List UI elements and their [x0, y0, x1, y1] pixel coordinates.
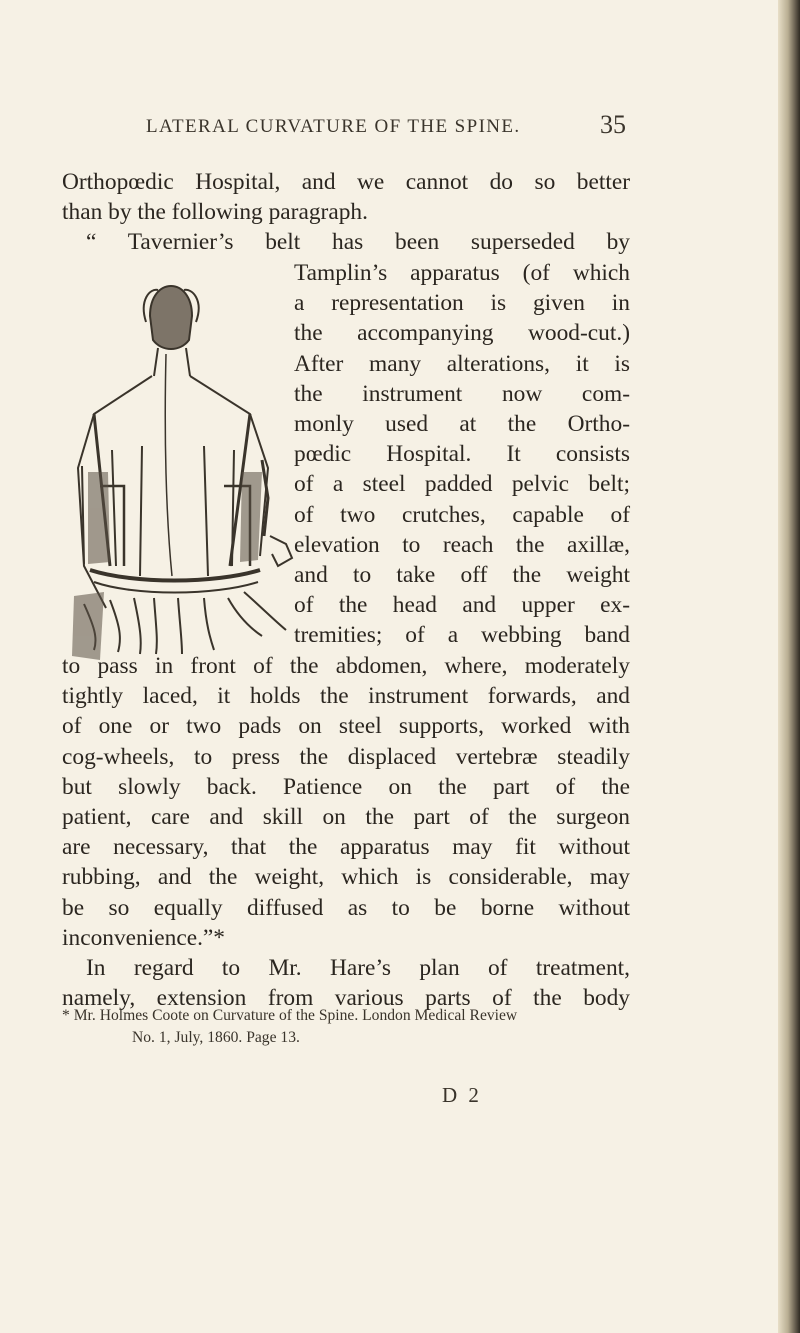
text-line: namely, extension from various parts of the body: [62, 985, 630, 1012]
text-line: Tamplin’s apparatus (of which: [294, 260, 630, 286]
tamplin-apparatus-woodcut: [54, 236, 294, 666]
text-line: rubbing, and the weight, which is considerable, may: [62, 864, 630, 891]
text-line: but slowly back. Patience on the part of the: [62, 773, 630, 800]
text-line: elevation to reach the axillæ,: [294, 531, 630, 558]
running-title: LATERAL CURVATURE OF THE SPINE.: [146, 116, 521, 137]
text-line: of a steel padded pelvic belt;: [294, 471, 630, 498]
text-line: be so equally diffused as to be borne without: [62, 894, 630, 921]
footnote-line: No. 1, July, 1860. Page 13.: [132, 1029, 300, 1046]
text-line: of the head and upper ex-: [294, 592, 630, 619]
text-line: patient, care and skill on the part of the surgeon: [62, 803, 630, 830]
text-line: Orthopœdic Hospital, and we cannot do so better: [62, 169, 630, 195]
text-line: cog-wheels, to press the displaced vertebræ steadily: [62, 743, 630, 770]
text-line: of one or two pads on steel supports, worked with: [62, 713, 630, 740]
text-line: “ Tavernier’s belt has been superseded by: [86, 229, 630, 256]
woodcut-illustration: [54, 236, 294, 666]
text-line: the accompanying wood-cut.): [294, 320, 630, 347]
footnote: [62, 1005, 630, 1049]
page-edge-shadow: [778, 0, 800, 1333]
page-number: 35: [600, 110, 626, 139]
text-line: to pass in front of the abdomen, where, moderately: [62, 653, 630, 679]
text-line: tightly laced, it holds the instrument forwards, and: [62, 683, 630, 710]
signature-mark: D 2: [442, 1083, 482, 1107]
text-line: monly used at the Ortho-: [294, 410, 630, 437]
text-line: After many alterations, it is: [294, 350, 630, 377]
text-line: pœdic Hospital. It consists: [294, 441, 630, 468]
text-line: are necessary, that the apparatus may fit without: [62, 834, 630, 861]
text-line: and to take off the weight: [294, 561, 630, 588]
text-line: than by the following paragraph.: [62, 199, 368, 226]
text-line: tremities; of a webbing band: [294, 622, 630, 649]
page-header: [146, 112, 626, 142]
text-line: the instrument now com-: [294, 380, 630, 407]
text-line: of two crutches, capable of: [294, 501, 630, 528]
body-text-bottom: [62, 651, 630, 1013]
text-line: In regard to Mr. Hare’s plan of treatment,: [86, 954, 630, 981]
text-line: a representation is given in: [294, 290, 630, 317]
text-line: inconvenience.”*: [62, 924, 226, 951]
footnote-line: * Mr. Holmes Coote on Curvature of the Spine. London Medical Review: [62, 1007, 518, 1024]
